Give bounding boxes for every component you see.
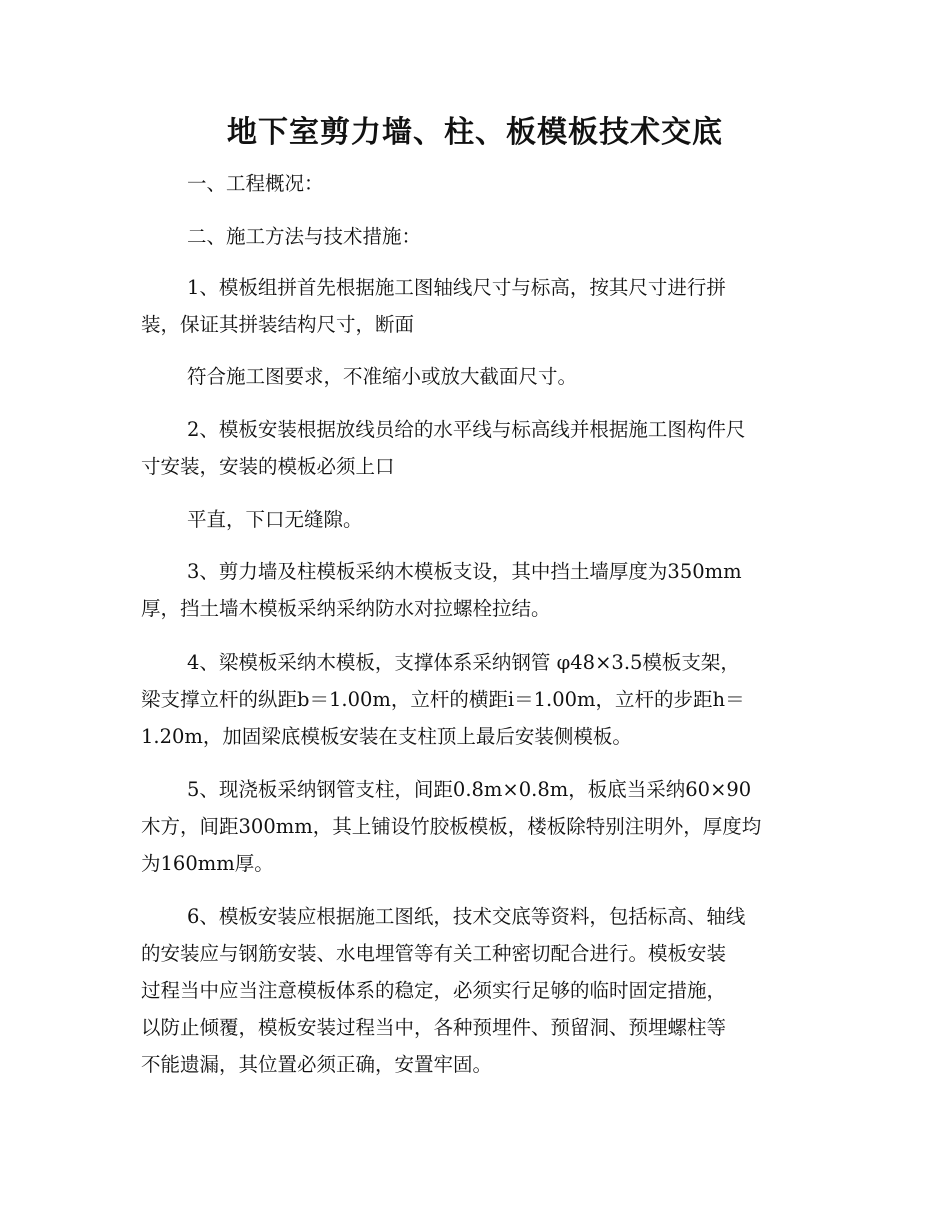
paragraph-6-line-3: 过程当中应当注意模板体系的稳定，必须实行足够的临时固定措施， (141, 979, 727, 1002)
paragraph-4-line-1: 4、梁模板采纳木模板，支撑体系采纳钢管 φ48×3.5模板支架， (187, 651, 740, 674)
paragraph-6-line-5: 不能遗漏，其位置必须正确，安置牢固。 (141, 1053, 493, 1076)
paragraph-1-line-2: 装，保证其拼装结构尺寸，断面 (141, 313, 415, 336)
paragraph-2-line-1: 2、模板安装根据放线员给的水平线与标高线并根据施工图构件尺 (187, 418, 746, 441)
paragraph-5-line-1: 5、现浇板采纳钢管支柱，间距0.8m×0.8m，板底当采纳60×90 (187, 778, 752, 801)
paragraph-2-line-2: 寸安装，安装的模板必须上口 (141, 455, 395, 478)
section-heading-methods: 二、施工方法与技术措施： (187, 225, 422, 248)
paragraph-1-continuation: 符合施工图要求，不准缩小或放大截面尺寸。 (187, 365, 578, 388)
paragraph-3-line-2: 厚，挡土墙木模板采纳采纳防水对拉螺栓拉结。 (141, 597, 551, 620)
paragraph-5-line-3: 为160mm厚。 (141, 852, 274, 875)
paragraph-4-line-3: 1.20m，加固梁底模板安装在支柱顶上最后安装侧模板。 (141, 725, 632, 748)
paragraph-6-line-1: 6、模板安装应根据施工图纸，技术交底等资料，包括标高、轴线 (187, 905, 746, 928)
paragraph-4-line-2: 梁支撑立杆的纵距b＝1.00m，立杆的横距i＝1.00m，立杆的步距h＝ (141, 688, 745, 711)
paragraph-1-line-1: 1、模板组拼首先根据施工图轴线尺寸与标高，按其尺寸进行拼 (187, 276, 726, 299)
paragraph-6-line-4: 以防止倾覆，模板安装过程当中，各种预埋件、预留洞、预埋螺柱等 (141, 1016, 727, 1039)
section-heading-overview: 一、工程概况： (187, 172, 324, 195)
paragraph-2-continuation: 平直，下口无缝隙。 (187, 508, 363, 531)
document-title: 地下室剪力墙、柱、板模板技术交底 (227, 115, 723, 150)
paragraph-3-line-1: 3、剪力墙及柱模板采纳木模板支设，其中挡土墙厚度为350mm (187, 560, 742, 583)
paragraph-5-line-2: 木方，间距300mm，其上铺设竹胶板模板，楼板除特别注明外，厚度均 (141, 815, 762, 838)
paragraph-6-line-2: 的安装应与钢筋安装、水电埋管等有关工种密切配合进行。模板安装 (141, 942, 727, 965)
